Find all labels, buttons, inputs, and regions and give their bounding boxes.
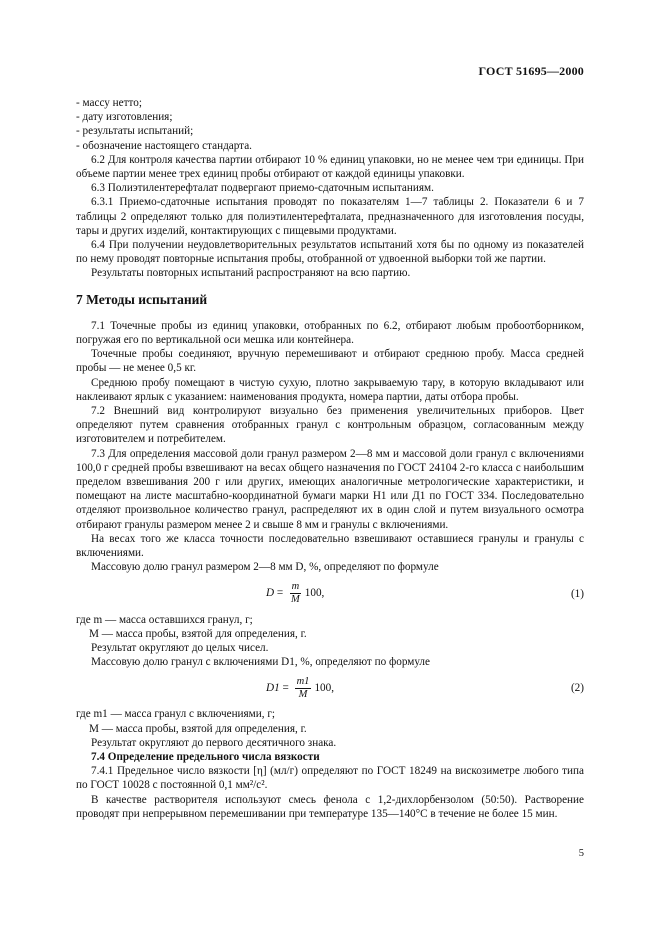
formula-1-lhs: D xyxy=(266,587,275,600)
list-item: - дату изготовления; xyxy=(76,111,173,124)
formula-1-multiplier: 100, xyxy=(304,587,325,600)
paragraph-7-4-1: 7.4.1 Предельное число вязкости [η] (мл/г) определяют по ГОСТ 18249 на вискозиметре любого типа по ГОСТ 10028 с постоянной 0,1 мм²/с². xyxy=(76,765,584,792)
paragraph-7-3: 7.3 Для определения массовой доли гранул размером 2—8 мм и массовой доли гранул с включениями 100,0 г средней пробы взвешивают на весах общего назначения по ГОСТ 24104 2-го класса с наибольшим пределом взвешивания 200 г или других, имеющих аналогичные метрологические характеристики, и помещают на листе масштабно-координатной бумаги марки Н1 или Д1 по ГОСТ 334. Последовательно отделяют произвольное количество гранул, распределяют их в один слой и путем визуального осмотра отбирают гранулы размером менее 2 и свыше 8 мм и гранулы с включениями. xyxy=(76,447,584,531)
formula-1-denominator: M xyxy=(291,594,300,605)
document-id: ГОСТ 51695—2000 xyxy=(478,64,584,78)
formula-1-rounding: Результат округляют до целых чисел. xyxy=(91,641,269,654)
paragraph-6-4-result: Результаты повторных испытаний распространяют на всю партию. xyxy=(91,267,411,280)
section-7-4-title: 7.4 Определение предельного числа вязкости xyxy=(91,750,320,763)
paragraph-6-4: 6.4 При получении неудовлетворительных результатов испытаний хотя бы по одному из показателей по нему проводят повторные испытания пробы, отобранной от удвоенной выборки той же партии. xyxy=(76,239,584,266)
formula-2-number: (2) xyxy=(570,682,584,695)
page-content xyxy=(76,96,584,821)
paragraph-7-1-storage: Среднюю пробу помещают в чистую сухую, плотно закрываемую тару, в которую вкладывают или наклеивают ярлык с указанием: наименования продукта, номера партии, даты отбора пробы. xyxy=(76,376,584,403)
list-item: - массу нетто; xyxy=(76,97,142,109)
formula-2: D1 = $\frac{m1}{M}$ 100, (2) xyxy=(266,675,584,700)
formula-2-intro: Массовую долю гранул с включениями D1, %, определяют по формуле xyxy=(91,656,430,669)
list-item: - результаты испытаний; xyxy=(76,125,194,138)
paragraph-6-2: 6.2 Для контроля качества партии отбирают 10 % единиц упаковки, но не менее чем три единицы. При объеме партии менее трех единиц пробы отбирают от каждой единицы упаковки. xyxy=(76,153,584,181)
formula-2-rounding: Результат округляют до первого десятичного знака. xyxy=(91,736,337,749)
formula-1-number: (1) xyxy=(570,587,584,600)
list-item: - обозначение настоящего стандарта. xyxy=(76,139,252,152)
section-7-title: 7 Методы испытаний xyxy=(76,291,208,307)
paragraph-7-3-weigh: На весах того же класса точности последовательно взвешивают оставшиеся гранулы и гранулы с включениями. xyxy=(76,532,584,560)
paragraph-6-3: 6.3 Полиэтилентерефталат подвергают приемо-сдаточным испытаниям. xyxy=(91,182,434,195)
paragraph-7-2: 7.2 Внешний вид контролируют визуально без применения увеличительных приборов. Цвет определяют путем сравнения отобранных гранул с контрольным образцом, согласованным между изготовителем и потребителем. xyxy=(76,405,584,446)
formula-1-where-m: где m — масса оставшихся гранул, г; xyxy=(76,613,253,626)
paragraph-7-4-1-solvent: В качестве растворителя используют смесь фенола с 1,2-дихлорбензолом (50:50). Растворение проводят при непрерывном перемешивании при температуре 135—140°С в течение не более 15 мин. xyxy=(76,793,584,820)
formula-2-numerator: m1 xyxy=(296,675,310,687)
formula-2-multiplier: 100, xyxy=(314,682,335,695)
formula-1: D = $\frac{m}{M}$ 100, (1) xyxy=(266,581,584,605)
paragraph-6-3-1: 6.3.1 Приемо-сдаточные испытания проводят по показателям 1—7 таблицы 2. Показатели 6 и 7 таблицы 2 определяют только для полиэтилентерефталата, предназначенного для изготовления посуды, тары и других изделий, контактирующих с пищевыми продуктами. xyxy=(76,196,584,237)
paragraph-7-1-mixing: Точечные пробы соединяют, вручную перемешивают и отбирают среднюю пробу. Масса средней пробы — не менее 0,5 кг. xyxy=(76,348,584,375)
formula-2-lhs: D1 xyxy=(266,682,280,695)
formula-2-denominator: M xyxy=(298,688,308,700)
formula-1-where-M: M — масса пробы, взятой для определения, г. xyxy=(89,627,307,640)
formula-2-where-m1: где m1 — масса гранул с включениями, г; xyxy=(76,708,276,721)
paragraph-7-1: 7.1 Точечные пробы из единиц упаковки, отобранных по 6.2, отбирают любым пробоотборником, погружая его по вертикальной оси мешка или контейнера. xyxy=(76,319,584,347)
formula-2-where-M: M — масса пробы, взятой для определения, г. xyxy=(89,722,307,735)
paragraph-7-3-formula-intro: Массовую долю гранул размером 2—8 мм D, %, определяют по формуле xyxy=(91,561,439,574)
page-number: 5 xyxy=(578,848,584,859)
formula-1-numerator: m xyxy=(291,581,300,592)
